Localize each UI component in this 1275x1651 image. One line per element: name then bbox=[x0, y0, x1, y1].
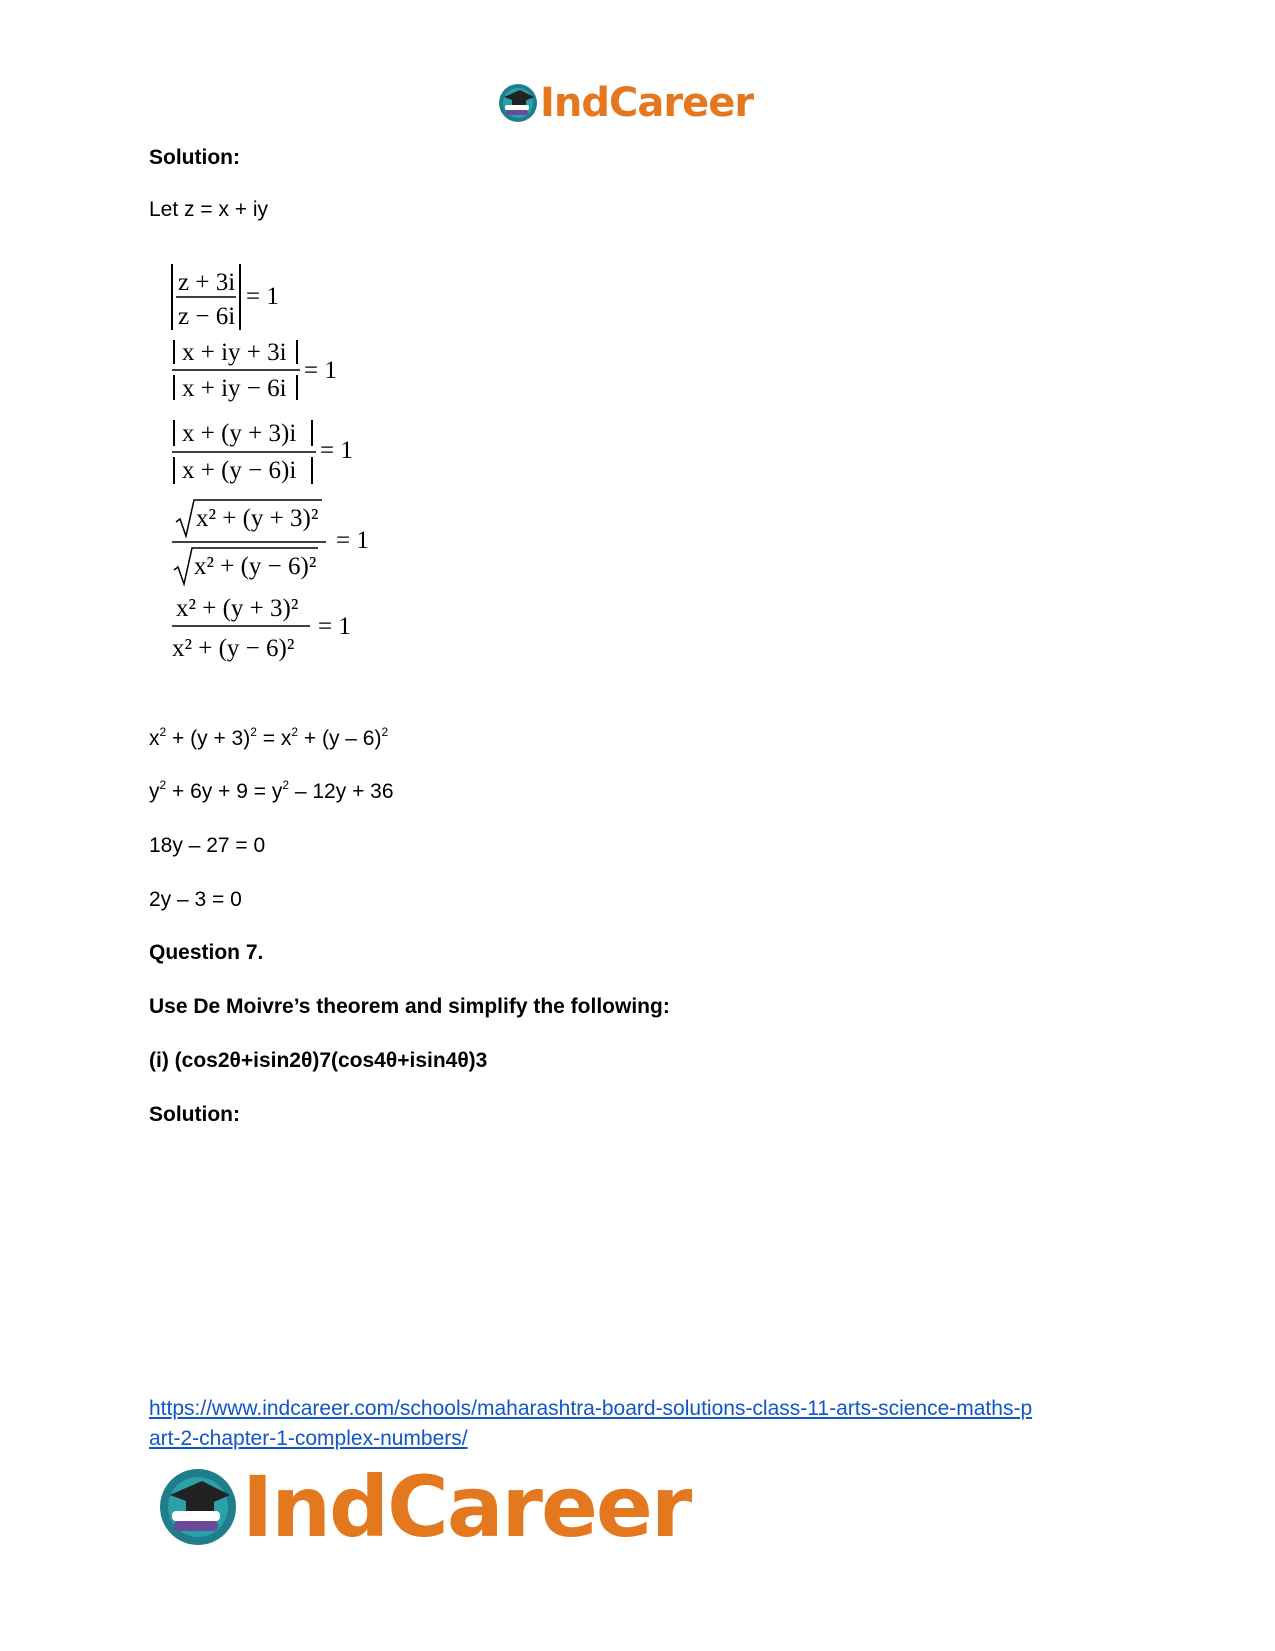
step-2-numerator: x + iy + 3i bbox=[182, 339, 287, 366]
step-3-equals: = 1 bbox=[320, 437, 353, 464]
equation-4: 2y – 3 = 0 bbox=[149, 888, 242, 911]
step-4-numerator: x² + (y + 3)² bbox=[196, 505, 319, 532]
graduation-cap-books-icon bbox=[498, 83, 538, 123]
math-derivation-image bbox=[170, 262, 430, 682]
step-2-denominator: x + iy − 6i bbox=[182, 375, 287, 402]
math-step-2 bbox=[172, 339, 337, 402]
question-part: (i) (cos2θ+isin2θ)7(cos4θ+isin4θ)3 bbox=[149, 1049, 488, 1072]
header-logo bbox=[498, 80, 753, 126]
solution-label: Solution: bbox=[149, 146, 240, 169]
source-link[interactable] bbox=[149, 1394, 1129, 1454]
step-4-denominator: x² + (y − 6)² bbox=[194, 553, 317, 580]
step-5-numerator: x² + (y + 3)² bbox=[176, 595, 299, 622]
source-link-line-1[interactable]: https://www.indcareer.com/schools/maharashtra-board-solutions-class-11-arts-science-maths-p bbox=[149, 1397, 1033, 1420]
solution-label-2: Solution: bbox=[149, 1103, 240, 1126]
step-1-denominator: z − 6i bbox=[178, 303, 236, 330]
step-1-numerator: z + 3i bbox=[178, 269, 236, 296]
math-step-3 bbox=[172, 420, 353, 484]
source-link-line-2[interactable]: art-2-chapter-1-complex-numbers/ bbox=[149, 1427, 468, 1450]
let-line: Let z = x + iy bbox=[149, 198, 269, 221]
step-5-denominator: x² + (y − 6)² bbox=[172, 635, 295, 662]
math-step-1 bbox=[172, 264, 279, 330]
math-step-4 bbox=[172, 500, 369, 584]
question-title: Question 7. bbox=[149, 941, 264, 964]
step-4-equals: = 1 bbox=[336, 527, 369, 554]
graduation-cap-books-icon bbox=[158, 1467, 238, 1547]
step-5-equals: = 1 bbox=[318, 613, 351, 640]
logo-text: IndCareer bbox=[242, 1458, 691, 1556]
equation-2: $y^2 + 6y + 9 = y^2 - 12y + 36$ bbox=[149, 778, 394, 803]
step-3-denominator: x + (y − 6)i bbox=[182, 457, 297, 484]
math-step-5 bbox=[172, 595, 351, 662]
step-1-equals: = 1 bbox=[246, 283, 279, 310]
step-2-equals: = 1 bbox=[304, 357, 337, 384]
step-3-numerator: x + (y + 3)i bbox=[182, 420, 297, 447]
equation-3: 18y – 27 = 0 bbox=[149, 834, 266, 857]
footer-logo bbox=[158, 1458, 690, 1556]
question-text: Use De Moivre’s theorem and simplify the following: bbox=[149, 995, 670, 1018]
logo-text: IndCareer bbox=[540, 80, 754, 126]
equation-1: $x^2 + (y + 3)^2 = x^2 + (y - 6)^2$ bbox=[149, 725, 389, 750]
